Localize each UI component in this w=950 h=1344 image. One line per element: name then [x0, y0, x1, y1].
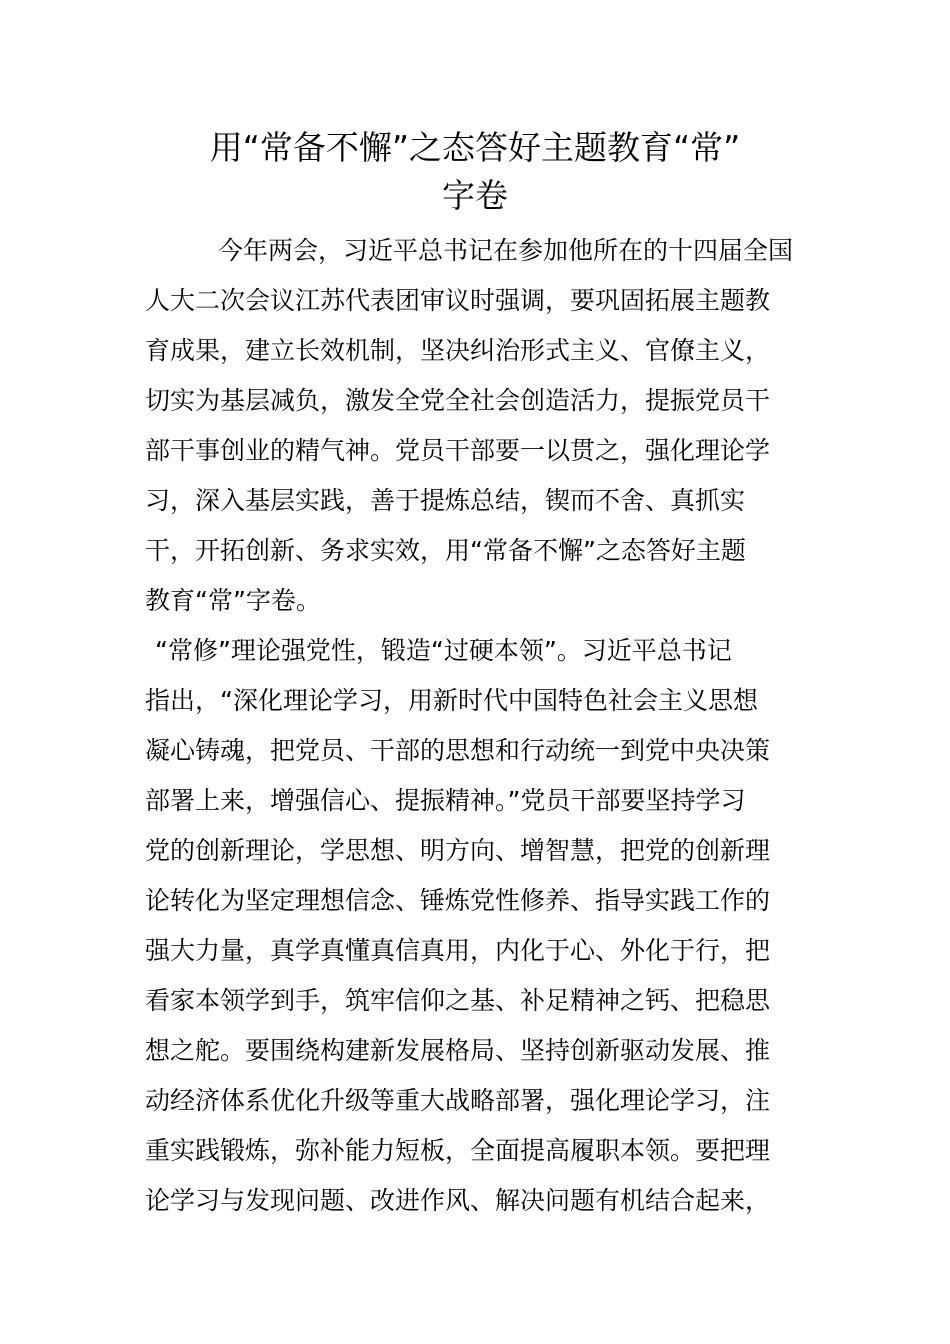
- text-line: 部署上来，增强信心、提振精神。”党员干部要坚持学习: [145, 786, 746, 815]
- text-line: 干，开拓创新、务求实效，用“常备不懈”之态答好主题: [145, 536, 746, 565]
- document-title: [120, 124, 830, 220]
- text-line: 党的创新理论，学思想、明方向、增智慧，把党的创新理: [145, 836, 771, 865]
- text-line: 育成果，建立长效机制，坚决纠治形式主义、官僚主义，: [145, 336, 771, 365]
- text-line: 想之舵。要围绕构建新发展格局、坚持创新驱动发展、推: [145, 1036, 771, 1065]
- text-line: 指出，“深化理论学习，用新时代中国特色社会主义思想: [145, 686, 758, 715]
- text-line: 教育“常”字卷。: [145, 586, 321, 615]
- title-line: 用“常备不懈”之态答好主题教育“常”: [209, 128, 741, 167]
- text-line: 凝心铸魂，把党员、干部的思想和行动统一到党中央决策: [145, 736, 771, 765]
- text-line: 切实为基层减负，激发全党全社会创造活力，提振党员干: [145, 386, 771, 415]
- text-line: 人大二次会议江苏代表团审议时强调，要巩固拓展主题教: [145, 286, 771, 315]
- text-line: 论转化为坚定理想信念、锤炼党性修养、指导实践工作的: [145, 886, 771, 915]
- text-line: 重实践锻炼，弥补能力短板，全面提高履职本领。要把理: [145, 1136, 771, 1165]
- text-line: “常修”理论强党性，锻造“过硬本领”。习近平总书记: [155, 636, 732, 665]
- text-line: 动经济体系优化升级等重大战略部署，强化理论学习，注: [145, 1086, 771, 1115]
- text-line: 强大力量，真学真懂真信真用，内化于心、外化于行，把: [145, 936, 771, 965]
- title-line: 字卷: [442, 176, 508, 215]
- text-line: 论学习与发现问题、改进作风、解决问题有机结合起来，: [145, 1186, 771, 1215]
- text-line: 习，深入基层实践，善于提炼总结，锲而不舍、真抓实: [145, 486, 746, 515]
- text-line: 看家本领学到手，筑牢信仰之基、补足精神之钙、把稳思: [145, 986, 771, 1015]
- text-line: 今年两会，习近平总书记在参加他所在的十四届全国: [218, 236, 794, 265]
- text-line: 部干事创业的精气神。党员干部要一以贯之，强化理论学: [145, 436, 771, 465]
